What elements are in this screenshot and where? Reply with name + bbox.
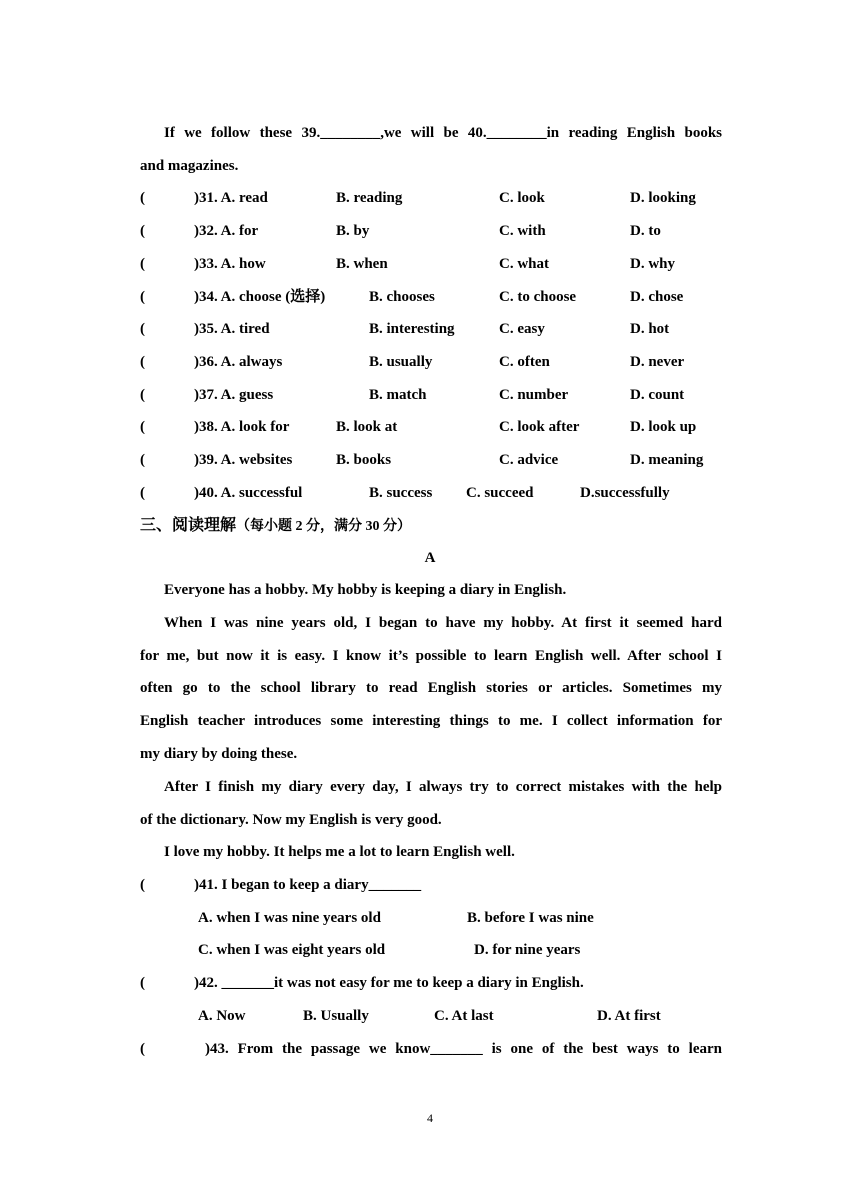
answer-paren: ( [140, 190, 145, 206]
passage-paragraph-2 [140, 607, 722, 770]
question-option-d: D. never [630, 354, 685, 370]
question-option-a: )34. A. choose (选择) [194, 289, 326, 305]
question-option-b: B. usually [369, 354, 433, 370]
question-option-c: C. often [499, 354, 550, 370]
answer-paren: ( [140, 485, 145, 501]
question-option-a: )35. A. tired [194, 321, 270, 337]
question-option-d: D. to [630, 223, 661, 239]
cloze-intro [140, 117, 722, 182]
question-option-c: C. advice [499, 452, 559, 468]
question-option-b: B. look at [336, 419, 398, 435]
passage-line: my diary by doing these. [140, 745, 298, 762]
question-option-b: B. when [336, 256, 388, 272]
question-option-b: B. chooses [369, 289, 435, 305]
question-option-d: D. looking [630, 190, 696, 206]
passage-line: often go to the school library to read English stories or articles. Sometimes my [140, 680, 722, 697]
answer-paren: ( [140, 321, 145, 337]
cloze-intro-line-1: If we follow these 39.________,we will be 40.________in reading English books [164, 125, 722, 141]
answer-paren: ( [140, 1041, 145, 1057]
question-stem-42: )42. _______it was not easy for me to keep a diary in English. [194, 975, 584, 991]
section-title: 三、阅读理解 [140, 515, 237, 534]
answer-paren: ( [140, 354, 145, 370]
cloze-intro-line-2: and magazines. [140, 157, 239, 174]
passage-line: English teacher introduces some interesting things to me. I collect information for [140, 713, 722, 730]
question-option-d: D. look up [630, 419, 697, 435]
section-heading [140, 515, 411, 537]
question-stem-43: )43. From the passage we know_______ is one of the best ways to learn [205, 1041, 722, 1057]
answer-paren: ( [140, 975, 145, 991]
passage-label: A [424, 550, 436, 566]
question-option-b: B. interesting [369, 321, 455, 337]
question-option-a: )37. A. guess [194, 387, 274, 403]
question-option-b: B. Usually [303, 1008, 369, 1024]
question-option-b: B. by [336, 223, 370, 239]
question-option-a: )38. A. look for [194, 419, 290, 435]
question-option-a: A. when I was nine years old [198, 910, 381, 926]
question-option-c: C. with [499, 223, 546, 239]
question-option-c: C. easy [499, 321, 545, 337]
passage-paragraph-4 [140, 836, 722, 869]
answer-paren: ( [140, 223, 145, 239]
question-option-c: C. when I was eight years old [198, 942, 386, 958]
question-option-d: D. meaning [630, 452, 704, 468]
passage-line: When I was nine years old, I began to have my hobby. At first it seemed hard [164, 615, 722, 631]
question-option-d: D. for nine years [474, 942, 581, 958]
question-option-b: B. success [369, 485, 433, 501]
question-option-c: C. At last [434, 1008, 494, 1024]
passage-paragraph-3 [140, 771, 722, 836]
question-option-c: C. look [499, 190, 545, 206]
question-option-c: C. what [499, 256, 550, 272]
question-option-b: B. before I was nine [467, 910, 594, 926]
answer-paren: ( [140, 256, 145, 272]
question-option-a: )39. A. websites [194, 452, 293, 468]
question-option-a: )33. A. how [194, 256, 266, 272]
question-option-a: )40. A. successful [194, 485, 303, 501]
question-option-b: B. reading [336, 190, 403, 206]
question-option-d: D. count [630, 387, 685, 403]
answer-paren: ( [140, 289, 145, 305]
question-option-d: D. why [630, 256, 676, 272]
section-score-note: （每小题 2 分，满分 30 分） [236, 519, 412, 534]
answer-paren: ( [140, 387, 145, 403]
passage-line: for me, but now it is easy. I know it’s possible to learn English well. After school I [140, 647, 722, 664]
question-option-c: C. number [499, 387, 569, 403]
question-option-b: B. match [369, 387, 427, 403]
question-option-c: C. look after [499, 419, 580, 435]
question-option-c: C. to choose [499, 289, 577, 305]
question-option-d: D. hot [630, 321, 670, 337]
question-option-d: D. chose [630, 289, 684, 305]
passage-line: After I finish my diary every day, I always try to correct mistakes with the help [164, 779, 722, 795]
passage-line: of the dictionary. Now my English is very good. [140, 811, 442, 828]
passage-line: I love my hobby. It helps me a lot to learn English well. [164, 844, 515, 860]
question-option-a: )31. A. read [194, 190, 268, 206]
passage-paragraph-1 [140, 574, 722, 607]
question-option-a: )32. A. for [194, 223, 259, 239]
passage-line: Everyone has a hobby. My hobby is keeping a diary in English. [164, 582, 567, 598]
answer-paren: ( [140, 419, 145, 435]
answer-paren: ( [140, 452, 145, 468]
question-option-d: D.successfully [580, 485, 670, 501]
question-option-c: C. succeed [466, 485, 534, 501]
answer-paren: ( [140, 877, 145, 893]
question-option-a: A. Now [198, 1008, 246, 1024]
question-option-b: B. books [336, 452, 392, 468]
question-option-a: )36. A. always [194, 354, 283, 370]
page-number: 4 [427, 1111, 433, 1125]
question-option-d: D. At first [597, 1008, 661, 1024]
question-stem-41: )41. I began to keep a diary_______ [194, 877, 422, 893]
